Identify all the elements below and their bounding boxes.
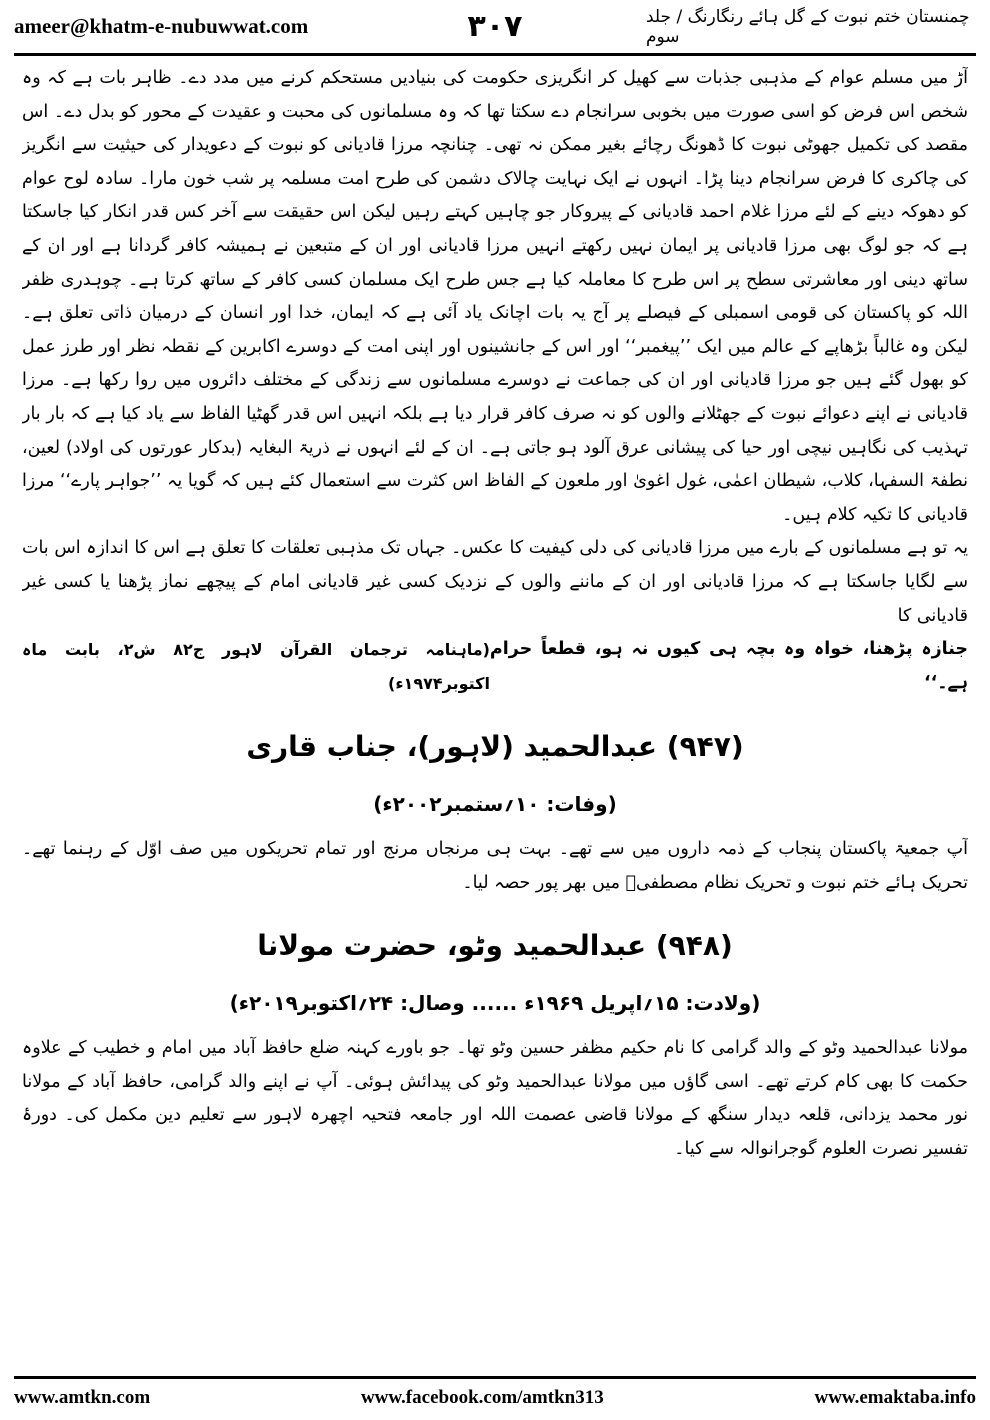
body-paragraph-2: یہ تو ہے مسلمانوں کے بارے میں مرزا قادیانی کی دلی کیفیت کا عکس۔ جہاں تک مذہبی تعلقات کا تعلق ہے اس کا اندازہ اس بات سے لگایا جاسکتا ہے کہ مرزا قادیانی اور ان کے ماننے والوں کے نزدیک کسی غیر قادیانی امام کے پیچھے نماز پڑھنا یا کسی غیر قادیانی کا bbox=[22, 538, 968, 626]
footer-link-emaktaba[interactable]: www.emaktaba.info bbox=[814, 1386, 976, 1408]
entry-947-text: آپ جمعیۃ پاکستان پنجاب کے ذمہ داروں میں سے تھے۔ بہت ہی مرنجاں مرنج اور تمام تحریکوں میں صف اوّل کے رہنما تھے۔ تحریک ہائے ختم نبوت و تحریک نظام مصطفیؐ میں بھر پور حصہ لیا۔ bbox=[22, 839, 968, 893]
body-paragraph-2-end: جنازہ پڑھنا، خواہ وہ بچہ ہی کیوں نہ ہو، قطعاً حرام ہے۔‘‘ bbox=[489, 639, 968, 693]
reference-citation: (ماہنامہ ترجمان القرآن لاہور ج۸۲ ش۲، بابت ماہ اکتوبر۱۹۷۴ء) bbox=[22, 640, 490, 694]
book-title: چمنستان ختم نبوت کے گل ہائے رنگارنگ / جلد سوم bbox=[646, 7, 970, 47]
entry-947-heading: (۹۴۷) عبدالحمید (لاہور)، جناب قاری bbox=[246, 730, 744, 764]
page-header bbox=[14, 0, 976, 56]
body-paragraph-1: آڑ میں مسلم عوام کے مذہبی جذبات سے کھیل کر انگریزی حکومت کی بنیادیں مستحکم کرنے میں مدد دے۔ ظاہر بات ہے کہ وہ شخص اس فرض کو اسی صورت میں بخوبی سرانجام دے سکتا تھا کہ وہ مسلمانوں کی محبت و عقیدت کے محور کو بدل دے۔ اس مقصد کی تکمیل جھوٹی نبوت کا ڈھونگ رچائے بغیر ممکن نہ تھی۔ چنانچہ مرزا قادیانی کو نبوت کے دعویدار کی حیثیت سے انگریز کی چاکری کا فرض سرانجام دینا پڑا۔ انہوں نے ایک نہایت چالاک دشمن کی طرح امت مسلمہ پر شب خون مارا۔ سادہ لوح عوام کو دھوکہ دینے کے لئے مرزا غلام احمد قادیانی کے پیروکار جو چاہیں کہتے رہیں لیکن اس حقیقت سے آخر کس قدر انکار کیا جاسکتا ہے کہ جو لوگ بھی مرزا قادیانی پر ایمان نہیں رکھتے انہیں مرزا قادیانی اور ان کے متبعین نے ہمیشہ کافر گردانا ہے اور ان کے ساتھ دینی اور معاشرتی سطح پر اس طرح کا معاملہ کیا ہے جس طرح ایک مسلمان کسی کافر کے ساتھ کرتا ہے۔ چوہدری ظفر اللہ کو پاکستان کی قومی اسمبلی کے فیصلے پر آج یہ بات اچانک یاد آئی ہے کہ ایمان، خدا اور انسان کے درمیان ذاتی تعلق ہے۔ لیکن وہ غالباً بڑھاپے کے عالم میں ایک ’’پیغمبر‘‘ اور اس کے جانشینوں اور اپنی امت کے دوسرے اکابرین کے نقطہ نظر اور طرز عمل کو بھول گئے ہیں جو مرزا قادیانی اور ان کی جماعت نے دوسرے مسلمانوں سے زندگی کے مختلف دائروں میں روا رکھا ہے۔ مرزا قادیانی نے اپنے دعوائے نبوت کے جھٹلانے والوں کو نہ صرف کافر قرار دیا ہے بلکہ انہیں اس قدر گھٹیا الفاظ سے یاد کیا ہے کہ بار بار تہذیب کی نگاہیں نیچی اور حیا کی پیشانی عرق آلود ہو جاتی ہے۔ ان کے لئے انہوں نے ذریۃ البغایہ (بدکار عورتوں کی اولاد) لعین، نطفۃ السفہا، کلاب، شیطان اعمٰی، غول اغویٰ اور ملعون کے الفاظ اس کثرت سے استعمال کئے ہیں کہ گویا یہ ’’جواہر پارے‘‘ مرزا قادیانی کا تکیہ کلام ہیں۔ bbox=[22, 68, 968, 525]
entry-948-dates: (ولادت: ۱۵؍اپریل ۱۹۶۹ء ...... وصال: ۲۴؍اکتوبر۲۰۱۹ء) bbox=[229, 991, 761, 1016]
page-content bbox=[22, 62, 968, 1362]
footer-link-amtkn[interactable]: www.amtkn.com bbox=[14, 1386, 151, 1408]
quote-end-line bbox=[22, 633, 968, 701]
entry-948-heading: (۹۴۸) عبدالحمید وٹو، حضرت مولانا bbox=[257, 929, 733, 963]
page-footer bbox=[14, 1376, 976, 1416]
entry-947-dates: (وفات: ۱۰؍ستمبر۲۰۰۲ء) bbox=[373, 792, 617, 817]
footer-link-facebook[interactable]: www.facebook.com/amtkn313 bbox=[360, 1386, 604, 1408]
page-number: ۳۰۷ bbox=[467, 9, 523, 44]
entry-948-text: مولانا عبدالحمید وٹو کے والد گرامی کا نام حکیم مظفر حسین وٹو تھا۔ جو باورے کہنہ ضلع حافظ آباد میں امام و خطیب کے علاوہ حکمت کا بھی کام کرتے تھے۔ اسی گاؤں میں مولانا عبدالحمید وٹو کی پیدائش ہوئی۔ آپ نے اپنے والد گرامی، حافظ آباد کے مولانا نور محمد یزدانی، قلعہ دیدار سنگھ کے مولانا قاضی عصمت اللہ اور جامعہ فتحیہ اچھرہ لاہور سے تعلیم دین مکمل کی۔ دورۂ تفسیر نصرت العلوم گوجرانوالہ سے کیا۔ bbox=[22, 1038, 968, 1160]
header-email: ameer@khatm-e-nubuwwat.com bbox=[14, 14, 309, 38]
